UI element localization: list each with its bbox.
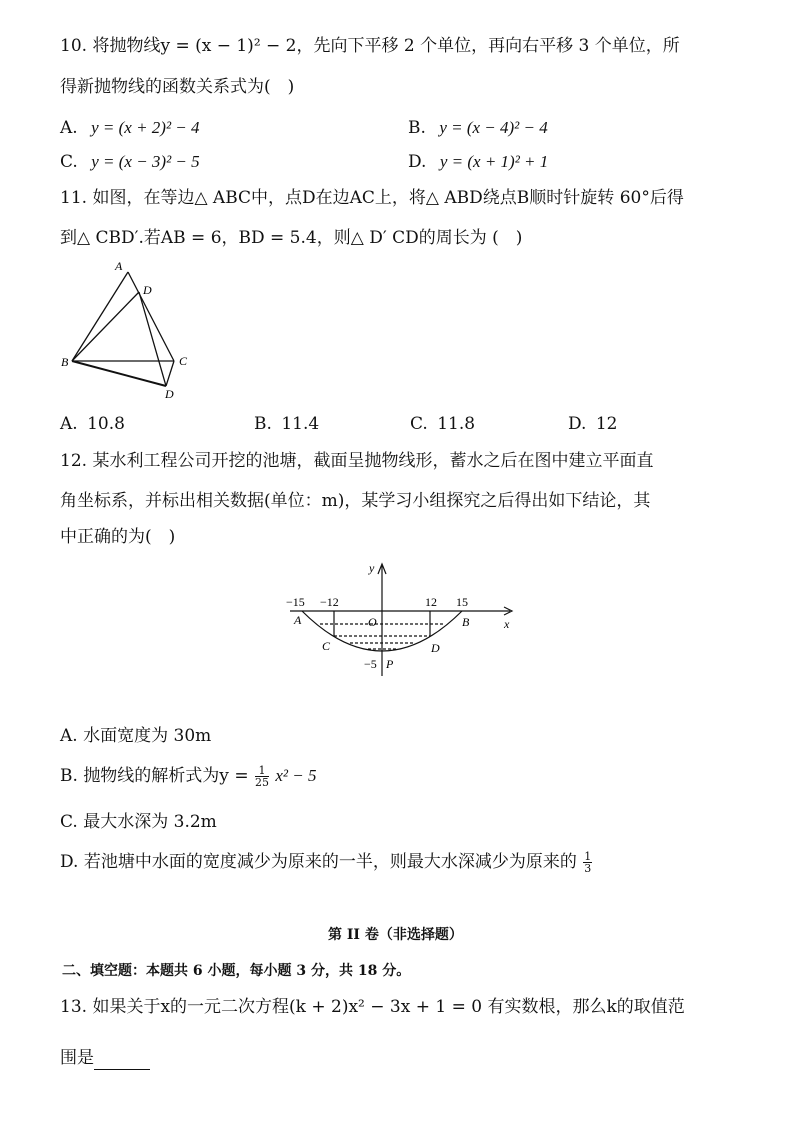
q12-label-b: B	[462, 615, 470, 629]
q13-answer-blank	[94, 1051, 150, 1070]
q10-option-b	[408, 116, 548, 140]
q12-option-d-label: D.	[60, 852, 79, 872]
q12-option-b-text-post: x² − 5	[275, 766, 317, 785]
q10-option-a-label: A.	[60, 118, 78, 138]
q11-option-a	[60, 412, 125, 436]
q12-label-15: 15	[456, 595, 468, 609]
q11-option-c-text: 11.8	[437, 414, 476, 434]
q11-side-ab	[72, 272, 128, 361]
q11-option-b-label: B.	[254, 414, 272, 434]
q12-label-p: P	[386, 657, 394, 671]
q12-option-c	[60, 810, 217, 834]
q10-option-a	[60, 116, 200, 140]
q11-option-d	[568, 412, 617, 436]
q12-label-minus15: −15	[286, 595, 305, 609]
q12-label-12: 12	[425, 595, 437, 609]
q12-label-origin: O	[368, 615, 377, 629]
q12-label-x: x	[504, 617, 510, 631]
q12-option-a-text: 水面宽度为 30m	[83, 726, 212, 746]
q12-option-b-text-pre: 抛物线的解析式为y =	[83, 766, 254, 786]
q10-option-a-text: y = (x + 2)² − 4	[91, 118, 200, 137]
q12-stem-line1: 12. 某水利工程公司开挖的池塘，截面呈抛物线形，蓄水之后在图中建立平面直	[60, 451, 654, 471]
q12-label-y: y	[369, 561, 375, 575]
q11-stem-line2: 到△ CBD′.若AB = 6，BD = 5.4，则△ D′ CD的周长为 ( )	[60, 228, 523, 248]
q11-option-c-label: C.	[410, 414, 428, 434]
section2-description: 二、填空题：本题共 6 小题，每小题 3 分，共 18 分。	[62, 963, 411, 979]
q12-option-b	[60, 764, 317, 788]
q13-stem-line2-text: 围是	[60, 1048, 94, 1068]
q12-option-b-frac-denominator: 25	[254, 776, 269, 789]
q12-option-b-frac-numerator: 1	[255, 765, 269, 777]
q11-option-a-label: A.	[60, 414, 78, 434]
q11-label-c: C	[179, 354, 188, 368]
q11-figure-lines	[72, 272, 174, 386]
q12-option-c-label: C.	[60, 812, 78, 832]
q10-option-c	[60, 150, 200, 174]
q11-stem-line1: 11. 如图，在等边△ ABC中，点D在边AC上，将△ ABD绕点B顺时针旋转 60°后得	[60, 188, 684, 208]
q11-label-d-prime: D	[165, 387, 174, 401]
q11-label-d: D	[143, 283, 152, 297]
q12-option-d-frac-denominator: 3	[584, 862, 592, 875]
q12-option-b-label: B.	[60, 766, 78, 786]
q11-option-c	[410, 412, 475, 436]
q10-option-d	[408, 150, 548, 174]
q10-option-c-text: y = (x − 3)² − 5	[91, 152, 200, 171]
q12-option-d-text-pre: 若池塘中水面的宽度减少为原来的一半，则最大水深减少为原来的	[83, 852, 577, 872]
q11-option-b-text: 11.4	[281, 414, 320, 434]
q12-option-d-fraction	[583, 851, 592, 874]
q12-label-minus5: −5	[364, 657, 377, 671]
q10-option-b-text: y = (x − 4)² − 4	[439, 118, 548, 137]
q12-option-c-text: 最大水深为 3.2m	[83, 812, 217, 832]
q11-triangle-figure	[58, 258, 198, 403]
q12-stem-line3: 中正确的为( )	[60, 527, 176, 547]
q11-label-a: A	[115, 259, 123, 273]
q11-option-d-text: 12	[595, 414, 618, 434]
q12-label-a: A	[294, 613, 302, 627]
q10-option-b-label: B.	[408, 118, 426, 138]
section2-title: 第 II 卷（非选择题）	[328, 927, 463, 943]
q10-stem-line1: 10. 将抛物线y = (x − 1)² − 2，先向下平移 2 个单位，再向右平移 3 个单位，所	[60, 36, 680, 56]
q11-label-b: B	[61, 355, 69, 369]
q13-stem-line1: 13. 如果关于x的一元二次方程(k + 2)x² − 3x + 1 = 0 有实数根，那么k的取值范	[60, 997, 685, 1017]
q13-stem-line2	[60, 1046, 150, 1070]
q11-segment-cd-prime	[166, 361, 174, 386]
q12-stem-line2: 角坐标系，并标出相关数据(单位：m)，某学习小组探究之后得出如下结论，其	[60, 491, 651, 511]
q10-option-d-label: D.	[408, 152, 427, 172]
q12-option-a-label: A.	[60, 726, 78, 746]
q12-label-c: C	[322, 639, 331, 653]
q11-segment-bd	[72, 292, 139, 361]
q12-label-minus12: −12	[320, 595, 339, 609]
q12-option-d-frac-numerator: 1	[584, 850, 592, 863]
q12-option-d	[60, 850, 593, 874]
q11-segment-bd-prime	[72, 361, 166, 386]
q10-option-d-text: y = (x + 1)² + 1	[439, 152, 549, 171]
q10-option-c-label: C.	[60, 152, 78, 172]
q11-option-d-label: D.	[568, 414, 587, 434]
q11-option-b	[254, 412, 319, 436]
q12-label-d: D	[431, 641, 440, 655]
q10-stem-line2: 得新抛物线的函数关系式为( )	[60, 77, 295, 97]
q12-option-b-fraction	[255, 765, 269, 788]
q12-figure-lines	[290, 564, 512, 676]
q11-option-a-text: 10.8	[87, 414, 125, 434]
q12-parabola-figure	[280, 556, 520, 681]
q12-option-a	[60, 724, 211, 748]
